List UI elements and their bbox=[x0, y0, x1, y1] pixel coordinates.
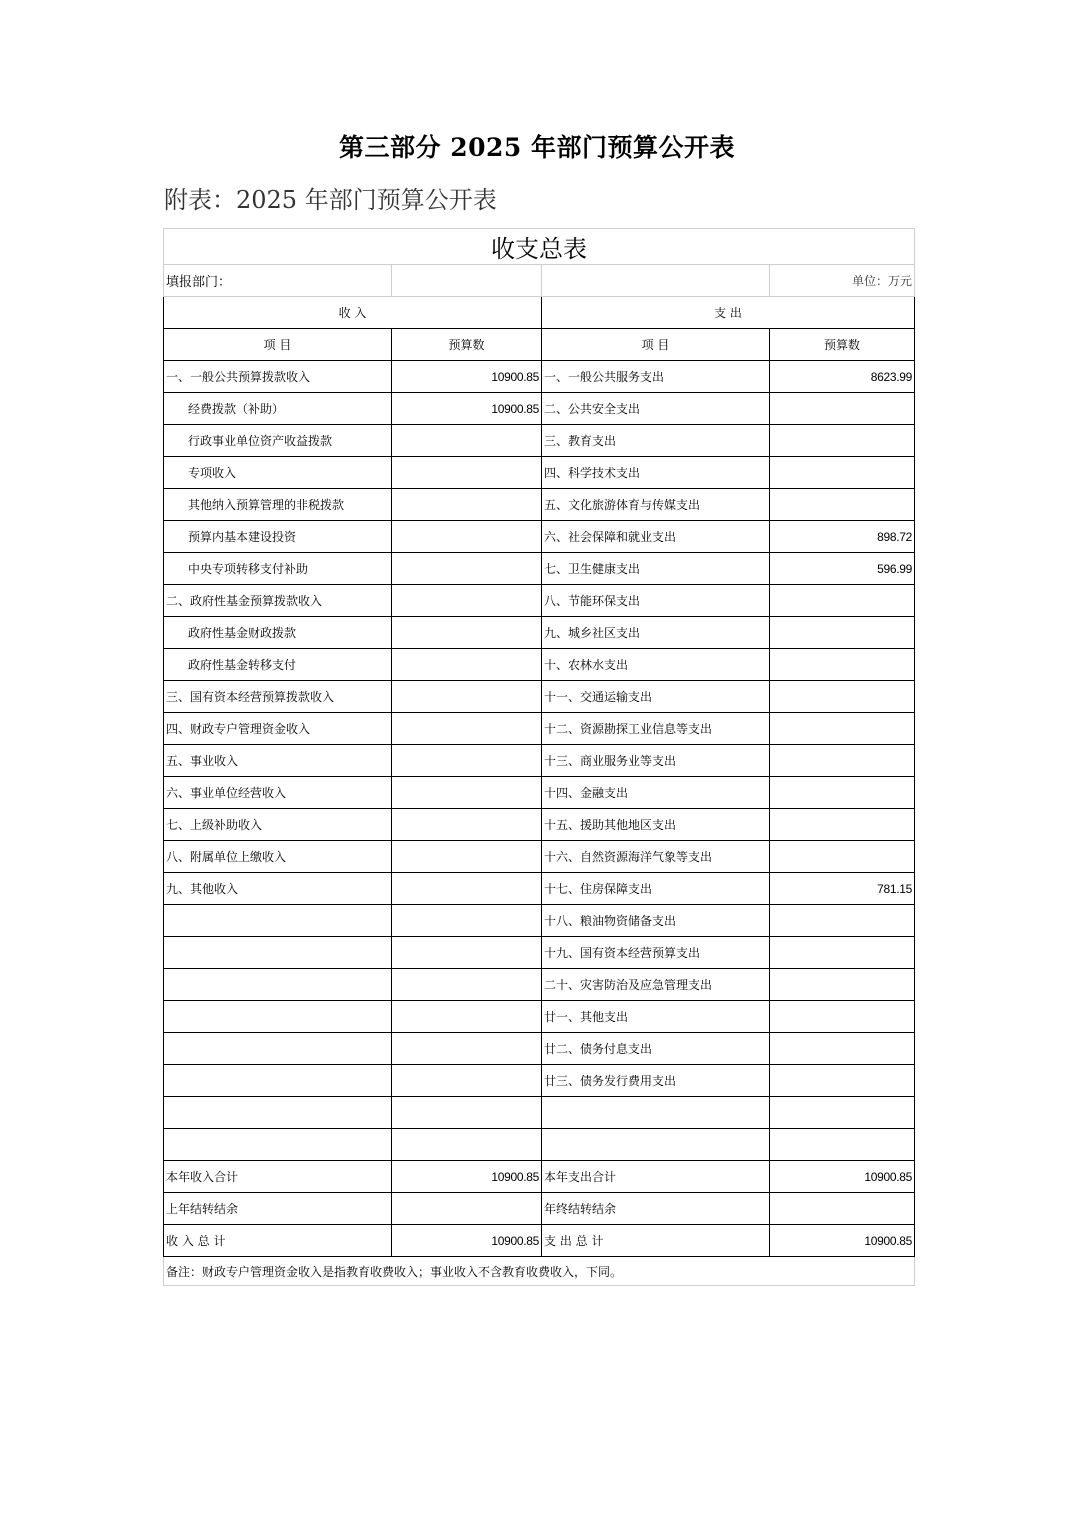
expense-item-cell: 二十、灾害防治及应急管理支出 bbox=[542, 969, 770, 1001]
table-row bbox=[164, 649, 915, 681]
income-amount-cell bbox=[392, 425, 542, 457]
expense-amount-cell bbox=[770, 1065, 915, 1097]
table-row bbox=[164, 617, 915, 649]
table-row bbox=[164, 521, 915, 553]
income-amount-cell bbox=[392, 713, 542, 745]
table-row bbox=[164, 553, 915, 585]
expense-header: 支 出 bbox=[542, 297, 915, 329]
expense-item-cell: 十四、金融支出 bbox=[542, 777, 770, 809]
income-item-cell: 专项收入 bbox=[164, 457, 392, 489]
unit-label: 单位：万元 bbox=[770, 265, 915, 297]
income-amount-cell bbox=[392, 937, 542, 969]
income-item-cell: 三、国有资本经营预算拨款收入 bbox=[164, 681, 392, 713]
expense-amount-cell bbox=[770, 1001, 915, 1033]
income-amount-cell bbox=[392, 617, 542, 649]
table-row bbox=[164, 425, 915, 457]
column-header-row bbox=[164, 329, 915, 361]
expense-amount-cell bbox=[770, 905, 915, 937]
table-row bbox=[164, 681, 915, 713]
expense-item-cell: 七、卫生健康支出 bbox=[542, 553, 770, 585]
table-row bbox=[164, 969, 915, 1001]
note-row bbox=[164, 1257, 915, 1286]
expense-amount-cell bbox=[770, 681, 915, 713]
table-row bbox=[164, 489, 915, 521]
expense-amount-header: 预算数 bbox=[770, 329, 915, 361]
expense-item-cell: 十七、住房保障支出 bbox=[542, 873, 770, 905]
expense-item-cell: 十五、援助其他地区支出 bbox=[542, 809, 770, 841]
expense-item-cell bbox=[542, 1097, 770, 1129]
income-amount-cell bbox=[392, 969, 542, 1001]
income-amount-cell bbox=[392, 489, 542, 521]
income-item-cell: 八、附属单位上缴收入 bbox=[164, 841, 392, 873]
expense-item-cell: 四、科学技术支出 bbox=[542, 457, 770, 489]
income-item-cell: 二、政府性基金预算拨款收入 bbox=[164, 585, 392, 617]
table-row bbox=[164, 937, 915, 969]
expense-item-cell: 十八、粮油物资储备支出 bbox=[542, 905, 770, 937]
expense-amount-cell bbox=[770, 585, 915, 617]
expense-amount-cell bbox=[770, 841, 915, 873]
income-item-cell bbox=[164, 969, 392, 1001]
income-amount-cell bbox=[392, 553, 542, 585]
expense-item-cell: 支 出 总 计 bbox=[542, 1225, 770, 1257]
budget-summary-table bbox=[163, 228, 915, 1286]
income-amount-cell bbox=[392, 777, 542, 809]
income-item-cell bbox=[164, 1033, 392, 1065]
income-amount-header: 预算数 bbox=[392, 329, 542, 361]
income-item-cell: 一、一般公共预算拨款收入 bbox=[164, 361, 392, 393]
expense-amount-cell bbox=[770, 777, 915, 809]
income-item-cell: 经费拨款（补助） bbox=[164, 393, 392, 425]
income-amount-cell bbox=[392, 521, 542, 553]
income-amount-cell bbox=[392, 1033, 542, 1065]
expense-amount-cell: 781.15 bbox=[770, 873, 915, 905]
table-row bbox=[164, 1225, 915, 1257]
expense-amount-cell bbox=[770, 713, 915, 745]
income-item-cell: 行政事业单位资产收益拨款 bbox=[164, 425, 392, 457]
expense-amount-cell: 10900.85 bbox=[770, 1161, 915, 1193]
income-item-cell bbox=[164, 905, 392, 937]
income-item-cell: 五、事业收入 bbox=[164, 745, 392, 777]
income-amount-cell: 10900.85 bbox=[392, 1161, 542, 1193]
table-row bbox=[164, 905, 915, 937]
expense-item-cell: 本年支出合计 bbox=[542, 1161, 770, 1193]
expense-item-cell: 十三、商业服务业等支出 bbox=[542, 745, 770, 777]
table-title: 收支总表 bbox=[164, 229, 915, 265]
expense-item-cell: 廿三、债务发行费用支出 bbox=[542, 1065, 770, 1097]
expense-item-cell: 年终结转结余 bbox=[542, 1193, 770, 1225]
expense-amount-cell bbox=[770, 1193, 915, 1225]
table-row bbox=[164, 1033, 915, 1065]
income-item-cell bbox=[164, 937, 392, 969]
expense-item-cell: 十六、自然资源海洋气象等支出 bbox=[542, 841, 770, 873]
income-item-cell bbox=[164, 1065, 392, 1097]
table-row bbox=[164, 585, 915, 617]
table-row bbox=[164, 457, 915, 489]
income-amount-cell bbox=[392, 681, 542, 713]
income-amount-cell bbox=[392, 1065, 542, 1097]
expense-amount-cell: 10900.85 bbox=[770, 1225, 915, 1257]
income-item-cell: 中央专项转移支付补助 bbox=[164, 553, 392, 585]
table-row bbox=[164, 745, 915, 777]
table-note: 备注：财政专户管理资金收入是指教育收费收入；事业收入不含教育收费收入，下同。 bbox=[164, 1257, 915, 1286]
meta-spacer bbox=[542, 265, 770, 297]
expense-item-cell: 一、一般公共服务支出 bbox=[542, 361, 770, 393]
part-title: 第三部分 2025 年部门预算公开表 bbox=[339, 133, 735, 162]
income-item-cell: 收 入 总 计 bbox=[164, 1225, 392, 1257]
table-row bbox=[164, 393, 915, 425]
income-amount-cell bbox=[392, 905, 542, 937]
expense-item-cell: 五、文化旅游体育与传媒支出 bbox=[542, 489, 770, 521]
expense-amount-cell bbox=[770, 425, 915, 457]
expense-amount-cell: 898.72 bbox=[770, 521, 915, 553]
expense-amount-cell bbox=[770, 1033, 915, 1065]
table-row bbox=[164, 1193, 915, 1225]
income-amount-cell bbox=[392, 649, 542, 681]
expense-amount-cell bbox=[770, 1097, 915, 1129]
income-item-cell: 四、财政专户管理资金收入 bbox=[164, 713, 392, 745]
table-meta-row bbox=[164, 265, 915, 297]
income-amount-cell bbox=[392, 1001, 542, 1033]
income-item-cell: 上年结转结余 bbox=[164, 1193, 392, 1225]
income-item-cell bbox=[164, 1097, 392, 1129]
expense-amount-cell bbox=[770, 969, 915, 1001]
table-row bbox=[164, 777, 915, 809]
income-item-cell: 政府性基金财政拨款 bbox=[164, 617, 392, 649]
expense-item-cell: 九、城乡社区支出 bbox=[542, 617, 770, 649]
table-row bbox=[164, 1065, 915, 1097]
expense-item-cell: 十、农林水支出 bbox=[542, 649, 770, 681]
income-amount-cell bbox=[392, 809, 542, 841]
income-amount-cell bbox=[392, 585, 542, 617]
income-item-cell bbox=[164, 1001, 392, 1033]
income-amount-cell bbox=[392, 1129, 542, 1161]
expense-item-cell: 二、公共安全支出 bbox=[542, 393, 770, 425]
expense-amount-cell bbox=[770, 489, 915, 521]
table-row bbox=[164, 1129, 915, 1161]
income-item-cell: 政府性基金转移支付 bbox=[164, 649, 392, 681]
table-row bbox=[164, 1161, 915, 1193]
expense-item-cell: 十九、国有资本经营预算支出 bbox=[542, 937, 770, 969]
table-row bbox=[164, 1001, 915, 1033]
table-row bbox=[164, 1097, 915, 1129]
income-item-cell: 六、事业单位经营收入 bbox=[164, 777, 392, 809]
expense-amount-cell bbox=[770, 809, 915, 841]
expense-item-cell: 十一、交通运输支出 bbox=[542, 681, 770, 713]
table-row bbox=[164, 713, 915, 745]
expense-amount-cell: 596.99 bbox=[770, 553, 915, 585]
table-row bbox=[164, 809, 915, 841]
table-row bbox=[164, 361, 915, 393]
expense-amount-cell bbox=[770, 649, 915, 681]
income-amount-cell bbox=[392, 873, 542, 905]
expense-amount-cell bbox=[770, 457, 915, 489]
income-amount-cell bbox=[392, 457, 542, 489]
dept-label: 填报部门： bbox=[164, 265, 392, 297]
dept-value bbox=[392, 265, 542, 297]
income-item-cell: 本年收入合计 bbox=[164, 1161, 392, 1193]
expense-amount-cell bbox=[770, 1129, 915, 1161]
income-amount-cell bbox=[392, 745, 542, 777]
table-row bbox=[164, 841, 915, 873]
expense-amount-cell bbox=[770, 745, 915, 777]
income-item-cell: 预算内基本建设投资 bbox=[164, 521, 392, 553]
expense-item-cell: 三、教育支出 bbox=[542, 425, 770, 457]
expense-item-header: 项 目 bbox=[542, 329, 770, 361]
expense-item-cell: 十二、资源勘探工业信息等支出 bbox=[542, 713, 770, 745]
income-item-cell: 九、其他收入 bbox=[164, 873, 392, 905]
expense-amount-cell bbox=[770, 617, 915, 649]
income-amount-cell: 10900.85 bbox=[392, 1225, 542, 1257]
income-header: 收 入 bbox=[164, 297, 542, 329]
section-header-row bbox=[164, 297, 915, 329]
income-item-cell: 其他纳入预算管理的非税拨款 bbox=[164, 489, 392, 521]
expense-item-cell: 六、社会保障和就业支出 bbox=[542, 521, 770, 553]
expense-amount-cell: 8623.99 bbox=[770, 361, 915, 393]
table-row bbox=[164, 873, 915, 905]
table-title-row bbox=[164, 229, 915, 265]
income-item-cell bbox=[164, 1129, 392, 1161]
expense-item-cell: 廿一、其他支出 bbox=[542, 1001, 770, 1033]
expense-item-cell: 廿二、债务付息支出 bbox=[542, 1033, 770, 1065]
income-item-header: 项 目 bbox=[164, 329, 392, 361]
income-item-cell: 七、上级补助收入 bbox=[164, 809, 392, 841]
appendix-subtitle: 附表：2025 年部门预算公开表 bbox=[164, 186, 497, 214]
income-amount-cell bbox=[392, 1097, 542, 1129]
expense-amount-cell bbox=[770, 393, 915, 425]
expense-item-cell: 八、节能环保支出 bbox=[542, 585, 770, 617]
expense-amount-cell bbox=[770, 937, 915, 969]
income-amount-cell bbox=[392, 841, 542, 873]
income-amount-cell: 10900.85 bbox=[392, 361, 542, 393]
income-amount-cell bbox=[392, 1193, 542, 1225]
expense-item-cell bbox=[542, 1129, 770, 1161]
income-amount-cell: 10900.85 bbox=[392, 393, 542, 425]
